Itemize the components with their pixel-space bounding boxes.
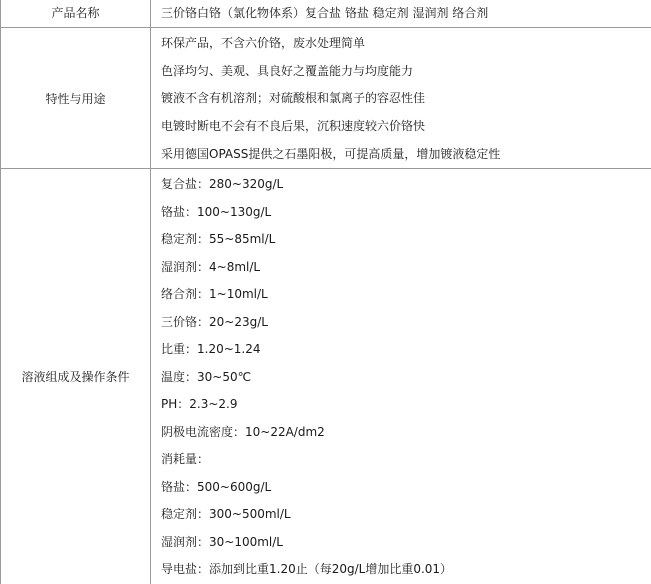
solution-line: 湿润剂：4~8ml/L bbox=[161, 259, 261, 274]
solution-line: 复合盐：280~320g/L bbox=[161, 177, 284, 192]
feature-line: 镀液不含有机溶剂；对硫酸根和氯离子的容忍性佳 bbox=[161, 91, 426, 106]
features-list bbox=[151, 28, 651, 168]
features-label: 特性与用途 bbox=[0, 28, 151, 168]
solution-line: 阴极电流密度：10~22A/dm2 bbox=[161, 424, 325, 439]
solution-list bbox=[151, 169, 651, 584]
solution-line: 络合剂：1~10ml/L bbox=[161, 287, 268, 302]
solution-line: 稳定剂：55~85ml/L bbox=[161, 232, 276, 247]
solution-label: 溶液组成及操作条件 bbox=[0, 169, 151, 584]
solution-line: PH：2.3~2.9 bbox=[161, 397, 238, 412]
solution-line: 铬盐：500~600g/L bbox=[161, 479, 272, 494]
solution-line: 消耗量： bbox=[161, 452, 210, 467]
solution-line: 稳定剂：300~500ml/L bbox=[161, 507, 291, 522]
solution-line: 湿润剂：30~100ml/L bbox=[161, 534, 283, 549]
feature-line: 电镀时断电不会有不良后果，沉积速度较六价铬快 bbox=[161, 119, 426, 134]
solution-line: 温度：30~50℃ bbox=[161, 369, 252, 384]
product-name-value: 三价铬白铬（氯化物体系）复合盐 铬盐 稳定剂 湿润剂 络合剂 bbox=[161, 6, 489, 20]
product-name-row bbox=[0, 0, 651, 27]
solution-line: 三价铬：20~23g/L bbox=[161, 314, 268, 329]
solution-line: 铬盐：100~130g/L bbox=[161, 204, 272, 219]
features-row bbox=[0, 27, 651, 168]
feature-line: 色泽均匀、美观、具良好之覆盖能力与均度能力 bbox=[161, 63, 414, 78]
feature-line: 采用德国OPASS提供之石墨阳极，可提高质量，增加镀液稳定性 bbox=[161, 146, 501, 161]
solution-line: 比重：1.20~1.24 bbox=[161, 342, 261, 357]
solution-line: 导电盐：添加到比重1.20止（每20g/L增加比重0.01） bbox=[161, 562, 453, 577]
solution-row bbox=[0, 168, 651, 584]
product-name-label: 产品名称 bbox=[0, 0, 151, 27]
feature-line: 环保产品，不含六价铬，废水处理简单 bbox=[161, 36, 366, 50]
